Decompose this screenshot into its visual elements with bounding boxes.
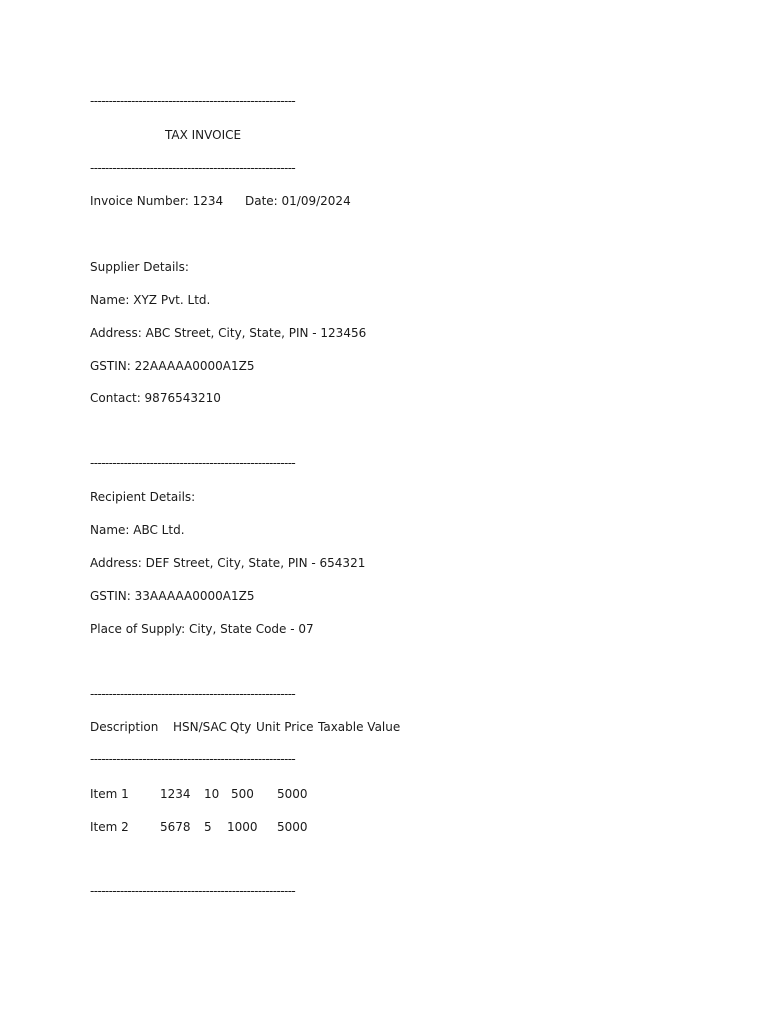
header-description: Description <box>90 720 159 734</box>
recipient-address: Address: DEF Street, City, State, PIN - 654321 <box>90 556 366 570</box>
cell-description: Item 1 <box>90 787 129 801</box>
cell-taxable-value: 5000 <box>277 820 308 834</box>
invoice-title: TAX INVOICE <box>165 128 242 142</box>
cell-taxable-value: 5000 <box>277 787 308 801</box>
invoice-number: Invoice Number: 1234 <box>90 194 224 208</box>
header-qty: Qty <box>230 720 252 734</box>
supplier-contact: Contact: 9876543210 <box>90 391 221 405</box>
separator-line: ------------------------------------------------------- <box>90 884 296 898</box>
header-hsn-sac: HSN/SAC <box>173 720 227 734</box>
supplier-gstin: GSTIN: 22AAAAA0000A1Z5 <box>90 359 255 373</box>
separator-line: ------------------------------------------------------- <box>90 687 296 701</box>
invoice-date: Date: 01/09/2024 <box>245 194 351 208</box>
separator-line: ------------------------------------------------------- <box>90 94 296 108</box>
separator-line: ------------------------------------------------------- <box>90 456 296 470</box>
recipient-heading: Recipient Details: <box>90 490 196 504</box>
recipient-gstin: GSTIN: 33AAAAA0000A1Z5 <box>90 589 255 603</box>
cell-qty: 10 <box>204 787 220 801</box>
cell-unit-price: 500 <box>231 787 254 801</box>
cell-hsn-sac: 1234 <box>160 787 191 801</box>
recipient-name: Name: ABC Ltd. <box>90 523 185 537</box>
header-taxable-value: Taxable Value <box>318 720 401 734</box>
cell-description: Item 2 <box>90 820 129 834</box>
header-unit-price: Unit Price <box>256 720 314 734</box>
cell-qty: 5 <box>204 820 212 834</box>
cell-hsn-sac: 5678 <box>160 820 191 834</box>
supplier-address: Address: ABC Street, City, State, PIN - 123456 <box>90 326 367 340</box>
cell-unit-price: 1000 <box>227 820 258 834</box>
separator-line: ------------------------------------------------------- <box>90 752 296 766</box>
separator-line: ------------------------------------------------------- <box>90 161 296 175</box>
supplier-heading: Supplier Details: <box>90 260 189 274</box>
recipient-place-of-supply: Place of Supply: City, State Code - 07 <box>90 622 314 636</box>
supplier-name: Name: XYZ Pvt. Ltd. <box>90 293 211 307</box>
